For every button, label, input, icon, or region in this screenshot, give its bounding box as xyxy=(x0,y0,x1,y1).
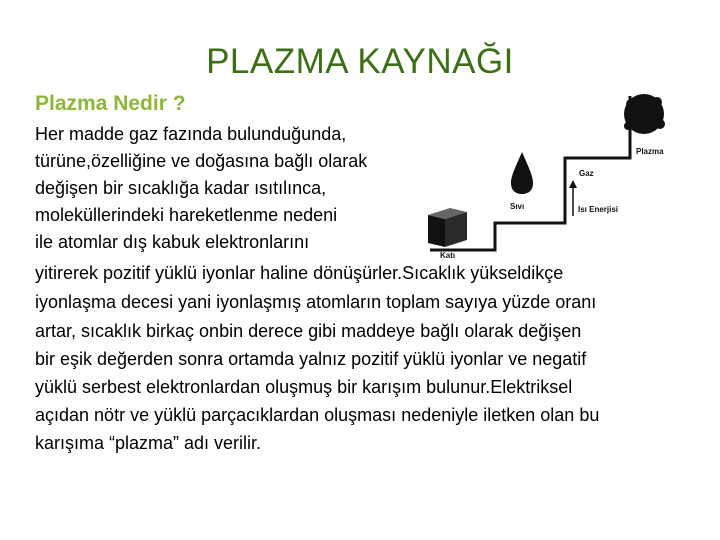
paragraph-line: ile atomlar dış kabuk elektronlarını xyxy=(35,232,310,252)
paragraph-line: bir eşik değerden sonra ortamda yalnız pozitif yüklü iyonlar ve negatif xyxy=(35,349,587,369)
paragraph-line: türüne,özelliğine ve doğasına bağlı olarak xyxy=(35,151,368,171)
paragraph-line: değişen bir sıcaklığa kadar ısıtılınca, xyxy=(35,178,327,198)
state-of-matter-staircase-diagram xyxy=(400,88,690,263)
paragraph-line: Her madde gaz fazında bulunduğunda, xyxy=(35,124,347,144)
paragraph-line: iyonlaşma decesi yani iyonlaşmış atomların toplam sayıya yüzde oranı xyxy=(35,292,597,312)
paragraph-line: açıdan nötr ve yüklü parçacıklardan oluşması nedeniyle iletken olan bu xyxy=(35,405,600,425)
paragraph-line: moleküllerindeki hareketlenme nedeni xyxy=(35,205,338,225)
paragraph-line: karışıma “plazma” adı verilir. xyxy=(35,433,262,453)
label-solid: Katı xyxy=(440,251,456,260)
paragraph-line: yüklü serbest elektronlardan oluşmuş bir karışım bulunur.Elektriksel xyxy=(35,377,573,397)
page-title: PLAZMA KAYNAĞI xyxy=(206,42,514,81)
label-liquid: Sıvı xyxy=(510,202,525,211)
paragraph-line: artar, sıcaklık birkaç onbin derece gibi maddeye bağlı olarak değişen xyxy=(35,321,582,341)
label-heat-energy: Isı Enerjisi xyxy=(578,205,619,214)
paragraph-line: yitirerek pozitif yüklü iyonlar haline dönüşürler.Sıcaklık yükseldikçe xyxy=(35,263,564,283)
label-plasma: Plazma xyxy=(636,147,664,156)
plasma-ball-icon xyxy=(624,94,665,134)
up-arrow-icon xyxy=(569,180,577,216)
solid-cube-icon xyxy=(428,208,467,247)
section-subtitle: Plazma Nedir ? xyxy=(35,92,186,115)
label-gas: Gaz xyxy=(579,169,594,178)
liquid-drop-icon xyxy=(511,152,533,194)
